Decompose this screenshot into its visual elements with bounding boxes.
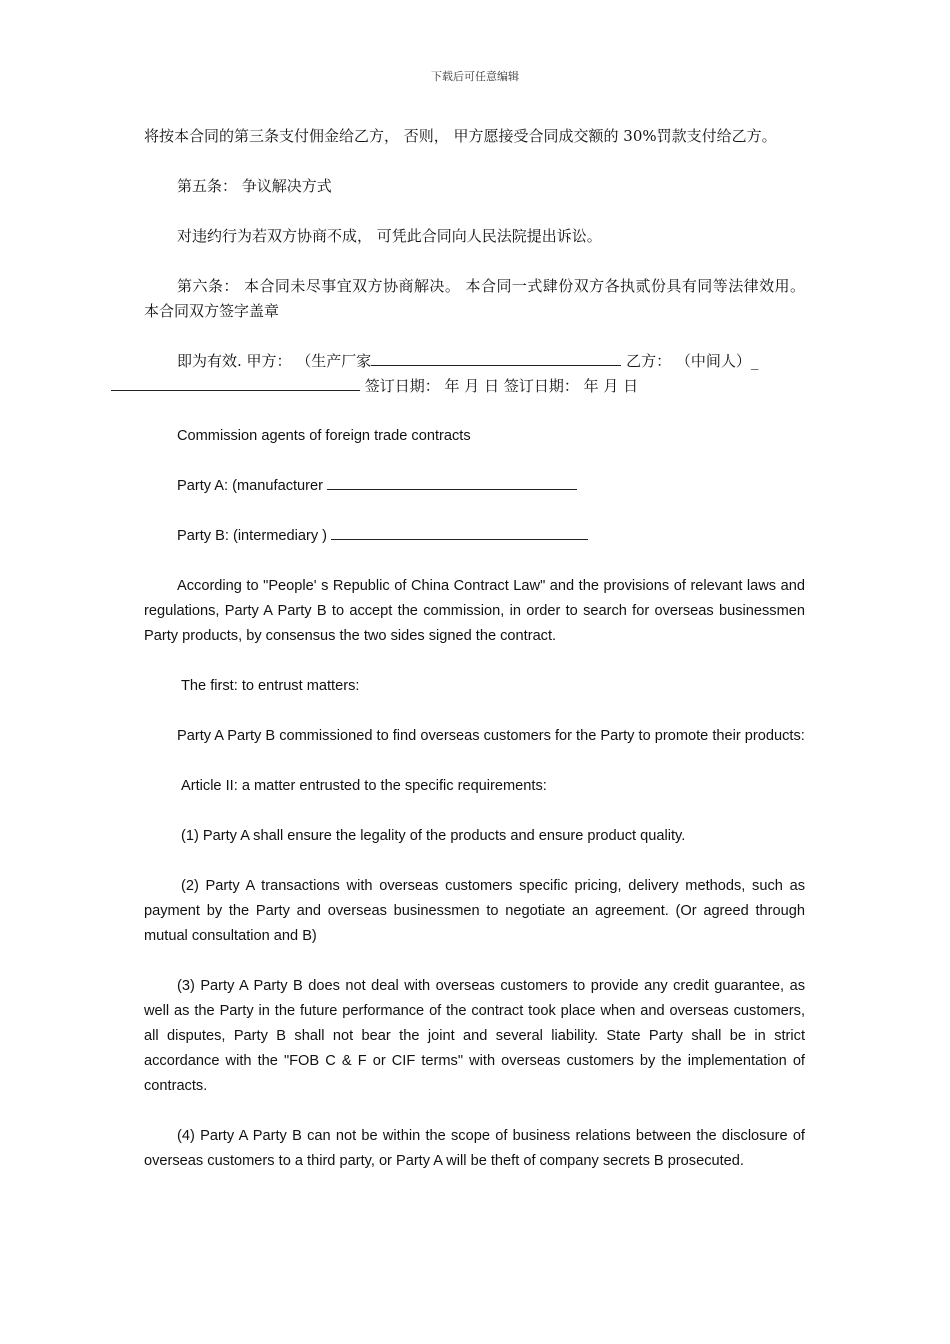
- item-3: (3) Party A Party B does not deal with overseas customers to provide any credit guarantee, as well as the Party in the future performance of the contract took place when and overseas customers, all disputes, Party B shall not bear the joint and several liability. State Party shall be in strict accordance with the "FOB C & F or CIF terms" with overseas customers by the implementation of contracts.: [144, 978, 805, 1094]
- item-2: (2) Party A transactions with overseas customers specific pricing, delivery methods, such as payment by the Party and overseas businessmen to negotiate an agreement. (Or agreed through mutual consultation and B): [144, 878, 805, 944]
- party-a-line: [144, 474, 805, 499]
- item-1: (1) Party A shall ensure the legality of the products and ensure product quality.: [181, 828, 686, 844]
- signature-party-a: 即为有效. 甲方： （生产厂家: [177, 352, 372, 370]
- party-b-line: [144, 524, 805, 549]
- signature-line-party-b: [111, 376, 360, 391]
- paragraph-signature-block: [144, 349, 805, 399]
- party-a-blank: [327, 475, 577, 490]
- paragraph-commissioned: Party A Party B commissioned to find overseas customers for the Party to promote their products:: [177, 728, 805, 744]
- page-header: 下载后可任意编辑: [431, 70, 519, 83]
- heading-article-2: Article II: a matter entrusted to the specific requirements:: [181, 778, 547, 794]
- document-body: [144, 124, 805, 1174]
- paragraph-commission-payment: 将按本合同的第三条支付佣金给乙方， 否则， 甲方愿接受合同成交额的 30%罚款支付给乙方。: [144, 127, 777, 145]
- signature-line-party-a: [371, 351, 621, 366]
- party-b-blank: [331, 525, 588, 540]
- paragraph-according: According to "People' s Republic of China Contract Law" and the provisions of relevant laws and regulations, Party A Party B to accept the commission, in order to search for overseas businessmen Party products, by consensus the two sides signed the contract.: [144, 578, 805, 644]
- heading-article-5: 第五条： 争议解决方式: [177, 177, 332, 195]
- english-title: Commission agents of foreign trade contracts: [177, 428, 471, 444]
- item-4: (4) Party A Party B can not be within the scope of business relations between the disclosure of overseas customers to a third party, or Party A will be theft of company secrets B prosecuted.: [144, 1128, 805, 1169]
- paragraph-article-6: 第六条： 本合同未尽事宜双方协商解决。 本合同一式肆份双方各执贰份具有同等法律效用。 本合同双方签字盖章: [144, 277, 805, 320]
- signing-dates: 签订日期： 年 月 日 签订日期： 年 月 日: [360, 377, 639, 395]
- heading-first: The first: to entrust matters:: [181, 678, 360, 694]
- party-b-label: Party B: (intermediary ): [177, 528, 332, 544]
- signature-party-b: 乙方： （中间人）_: [621, 352, 759, 370]
- party-a-label: Party A: (manufacturer: [177, 478, 328, 494]
- paragraph-dispute-resolution: 对违约行为若双方协商不成， 可凭此合同向人民法院提出诉讼。: [177, 227, 602, 245]
